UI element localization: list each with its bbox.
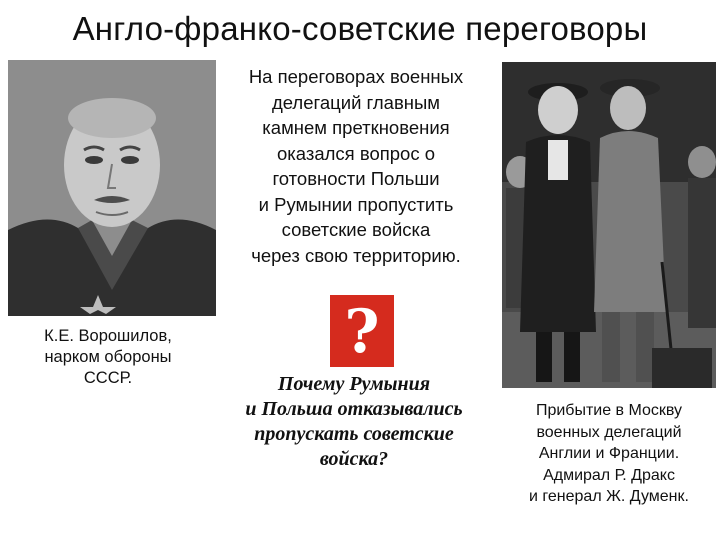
arrival-caption-line: Прибытие в Москву [535,402,683,419]
arrival-illustration [502,62,716,388]
arrival-caption-line: и генерал Ж. Думенк. [529,488,689,505]
negotiations-text-line: оказался вопрос о [276,142,436,164]
arrival-caption-line: Адмирал Р. Дракс [543,466,675,484]
question-mark-icon: ? [330,295,394,367]
negotiations-text-line: камнем преткновения [262,117,450,138]
discussion-question [216,372,492,472]
negotiations-text-line: через свою территорию. [251,244,461,266]
arrival-caption-line: военных делегаций [536,423,682,441]
negotiations-text-line: и Румынии пропустить [258,193,454,215]
slide-title: Англо-франко-советские переговоры [72,10,648,47]
voroshilov-portrait-photo [8,60,216,316]
portrait-caption-line: К.Е. Ворошилов, [44,327,172,345]
question-line: пропускать советские [254,423,454,445]
negotiations-text-line: готовности Польши [272,168,440,189]
negotiations-text-line: На переговорах военных [248,66,464,87]
arrival-caption [502,400,716,508]
question-line: Почему Румыния [277,373,431,395]
portrait-caption [6,326,210,389]
question-line: и Польша отказывались [245,398,463,420]
negotiations-text [214,64,498,268]
delegations-arrival-photo [502,62,716,388]
negotiations-text-line: советские войска [281,219,431,240]
question-line: войска? [319,448,389,470]
arrival-caption-line: Англии и Франции. [538,445,680,462]
negotiations-text-line: делегаций главным [271,91,441,113]
portrait-caption-line: нарком обороны [44,348,172,366]
portrait-caption-line: СССР. [83,369,133,387]
portrait-illustration [8,60,216,316]
